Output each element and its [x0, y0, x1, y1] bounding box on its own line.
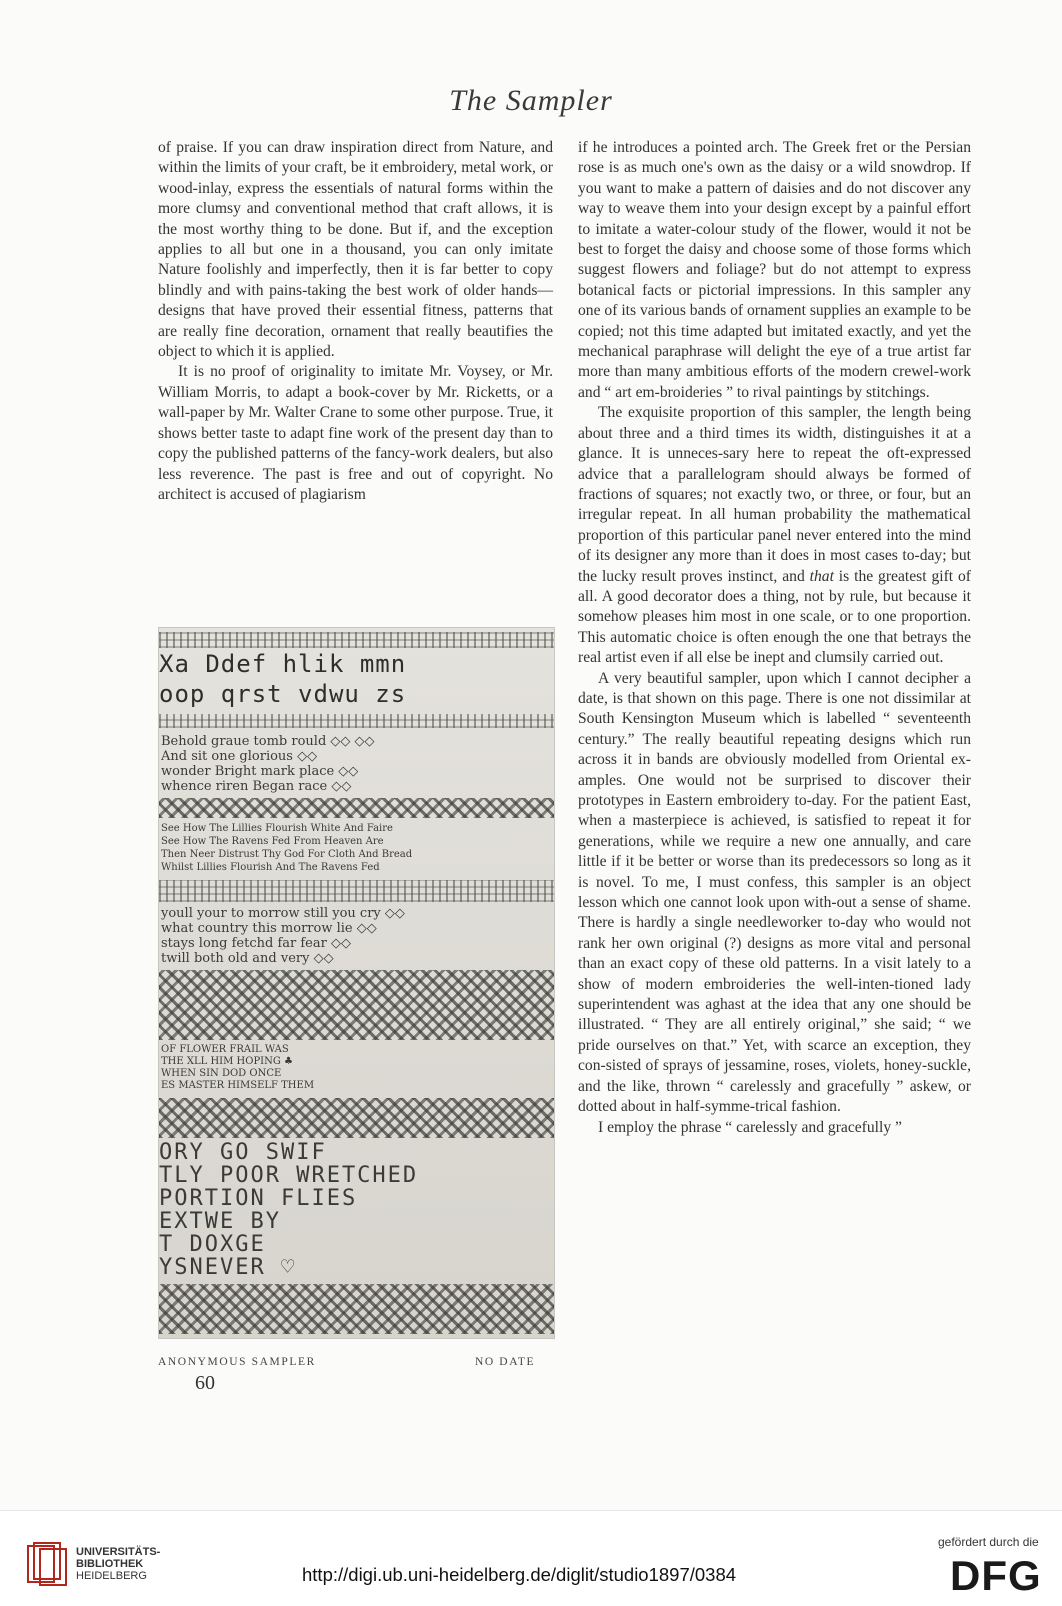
sponsor-note: gefördert durch die [938, 1535, 1039, 1549]
border-band-top [159, 632, 554, 648]
sampler-illustration [158, 627, 555, 1339]
right-paragraph-3: A very beautiful sampler, upon which I cannot decipher a date, is that shown on this page. There is one not dissimilar at South Kensington Museum which is labelled “ seventeenth century.” The really beautiful repeating designs which run across it in bands are obviously modelled from Oriental ex-amples. One would not be surprised to discover their prototypes in Eastern embroidery to-day. For the patient East, when a masterpiece is achieved, is satisfied to repeat it for generations, while we require a new one annually, and care little if it be better or worse than its predecessors so long as it is novel. To me, I must confess, this sampler is an object lesson which one cannot look upon with-out a sense of shame. There is hardly a single needleworker to-day who would not rank her own original (?) designs as more vital and personal than an exact copy of these old patterns. In a visit lately to a show of modern embroideries the well-inten-tioned lady superintendent was aghast at the idea that any one should be illustrated. “ They are all entirely original,” she said; “ we pride ourselves on that.” Yet, with scarce an exception, they con-sisted of sprays of jessamine, roses, violets, honey-suckle, and the like, thrown “ carelessly and gracefully ” askew, or dotted about in half-symme-trical fashion. [578, 669, 971, 1116]
right-paragraph-2: The exquisite proportion of this sampler, the length being about three and a third times its width, distinguishes it at a glance. It is unneces-sary here to repeat the oft-expressed advice that a parallelogram should always be formed of fractions of squares; not exactly two, or three, or four, but an irregular repeat. In all human probability the mathematical proportion of this particular panel never entered into the mind of its designer any more than it does in most cases to-day; but the lucky result proves instinct, and that is the greatest gift of all. A good decorator does a thing, not by rule, but because it somehow pleases him most in one scale, or to one proportion. This automatic choice is often enough the one that betrays the real artist even if all else be inept and clumsily carried out. [578, 404, 971, 667]
emphasis-that: that [809, 567, 834, 585]
digitization-footer [0, 1510, 1062, 1606]
sampler-verse-2-line-2: See How The Ravens Fed From Heaven Are [161, 836, 384, 847]
sampler-verse-2-line-3: Then Neer Distrust Thy God For Cloth And Bread [161, 849, 413, 860]
sampler-verse-5-line-6: YSNEVER ♡ [159, 1257, 297, 1279]
page-number: 60 [195, 1372, 215, 1394]
left-paragraph-2: It is no proof of originality to imitate Mr. Voysey, or Mr. William Morris, to adapt a book-cover by Mr. Ricketts, or a wall-paper by Mr. Walter Crane to some other purpose. True, it shows better taste to adapt fine work of the present day than to copy the published patterns of the fancy-work dealers, but also less reverence. The past is free and out of copyright. No architect is accused of plagiarism [158, 363, 553, 503]
sampler-verse-5-line-2: TLY POOR WRETCHED [159, 1165, 419, 1187]
sampler-verse-3-line-1: youll your to morrow still you cry ◇◇ [161, 906, 405, 921]
dfg-logo: DFG [950, 1552, 1042, 1599]
sampler-verse-1-line-2: And sit one glorious ◇◇ [161, 749, 318, 764]
sampler-verse-2-line-1: See How The Lillies Flourish White And Faire [161, 823, 393, 834]
sampler-alphabet-row-2: oop qrst vdwu zs [159, 680, 407, 708]
left-paragraph-1: of praise. If you can draw inspiration direct from Nature, and within the limits of your craft, be it embroidery, metal work, or wood-inlay, express the essentials of natural forms within the more clumsy and conventional method that craft allows, it is the most worthy thing to be done. But if, and the exception applies to all but one in a thousand, you can only imitate Nature foolishly and imperfectly, then it is far better to copy blindly and with pains-taking the best work of older hands—designs that have proved their essential fitness, patterns that are really fine decoration, ornament that really beautifies the object to which it is applied. [158, 139, 553, 361]
border-band-floral [159, 798, 554, 818]
library-logo-icon [27, 1542, 67, 1586]
border-band-medallions [159, 970, 554, 1040]
sampler-verse-4-line-1: OF FLOWER FRAIL WAS [161, 1044, 289, 1055]
plate-caption-title: ANONYMOUS SAMPLER [158, 1356, 316, 1368]
left-column [158, 138, 553, 505]
sampler-verse-5-line-1: ORY GO SWIF [159, 1142, 327, 1164]
sampler-verse-1-line-1: Behold graue tomb rould ◇◇ ◇◇ [161, 734, 375, 749]
sampler-verse-3-line-2: what country this morrow lie ◇◇ [161, 921, 377, 936]
sampler-verse-4-line-2: THE XLL HIM HOPING ♣ [161, 1056, 294, 1067]
sampler-verse-4-line-4: ES MASTER HIMSELF THEM [161, 1080, 315, 1091]
library-name: UNIVERSITÄTS- BIBLIOTHEK HEIDELBERG [76, 1546, 161, 1582]
right-paragraph-1: if he introduces a pointed arch. The Greek fret or the Persian rose is as much one's own as the daisy or a wild snowdrop. If you want to make a pattern of daisies and do not discover any way to weave them into your design except by a painful effort to imitate a water-colour study of the flower, would it not be best to forget the daisy and choose some of those forms which suggest flowers and foliage? but do not attempt to express botanical facts or pictorial impressions. In this sampler any one of its various bands of ornament supplies an example to be copied; not this time adapted but imitated exactly, and yet the mechanical paraphrase will delight the eye of a true artist far more than many ambitious efforts of the modern crewel-work and “ art em-broideries ” to rival paintings by stitchings. [578, 139, 971, 401]
right-column [578, 138, 971, 1138]
sampler-verse-5-line-4: EXTWE BY [159, 1211, 281, 1233]
sampler-verse-2-line-4: Whilst Lillies Flourish And The Ravens Fed [161, 862, 380, 873]
sampler-verse-3-line-4: twill both old and very ◇◇ [161, 951, 334, 966]
permalink-url[interactable]: http://digi.ub.uni-heidelberg.de/diglit/studio1897/0384 [302, 1564, 737, 1585]
sampler-verse-5-line-3: PORTION FLIES [159, 1188, 358, 1210]
sampler-verse-4-line-3: WHEN SIN DOD ONCE [161, 1068, 282, 1079]
border-band-flowers-bottom [159, 1284, 554, 1334]
plate-caption-date: NO DATE [475, 1356, 536, 1368]
border-band-triangles [159, 880, 554, 902]
sampler-verse-1-line-3: wonder Bright mark place ◇◇ [161, 764, 359, 779]
border-band-lattice [159, 1098, 554, 1138]
sampler-alphabet-row-1: Xa Ddef hlik mmn [159, 650, 407, 678]
right-paragraph-4: I employ the phrase “ carelessly and gracefully ” [598, 1118, 902, 1136]
sampler-verse-5-line-5: T DOXGE [159, 1234, 266, 1256]
sampler-verse-1-line-4: whence riren Began race ◇◇ [161, 779, 352, 794]
border-band-zigzag [159, 714, 554, 728]
sampler-verse-3-line-3: stays long fetchd far fear ◇◇ [161, 936, 351, 951]
running-head: The Sampler [449, 84, 613, 117]
